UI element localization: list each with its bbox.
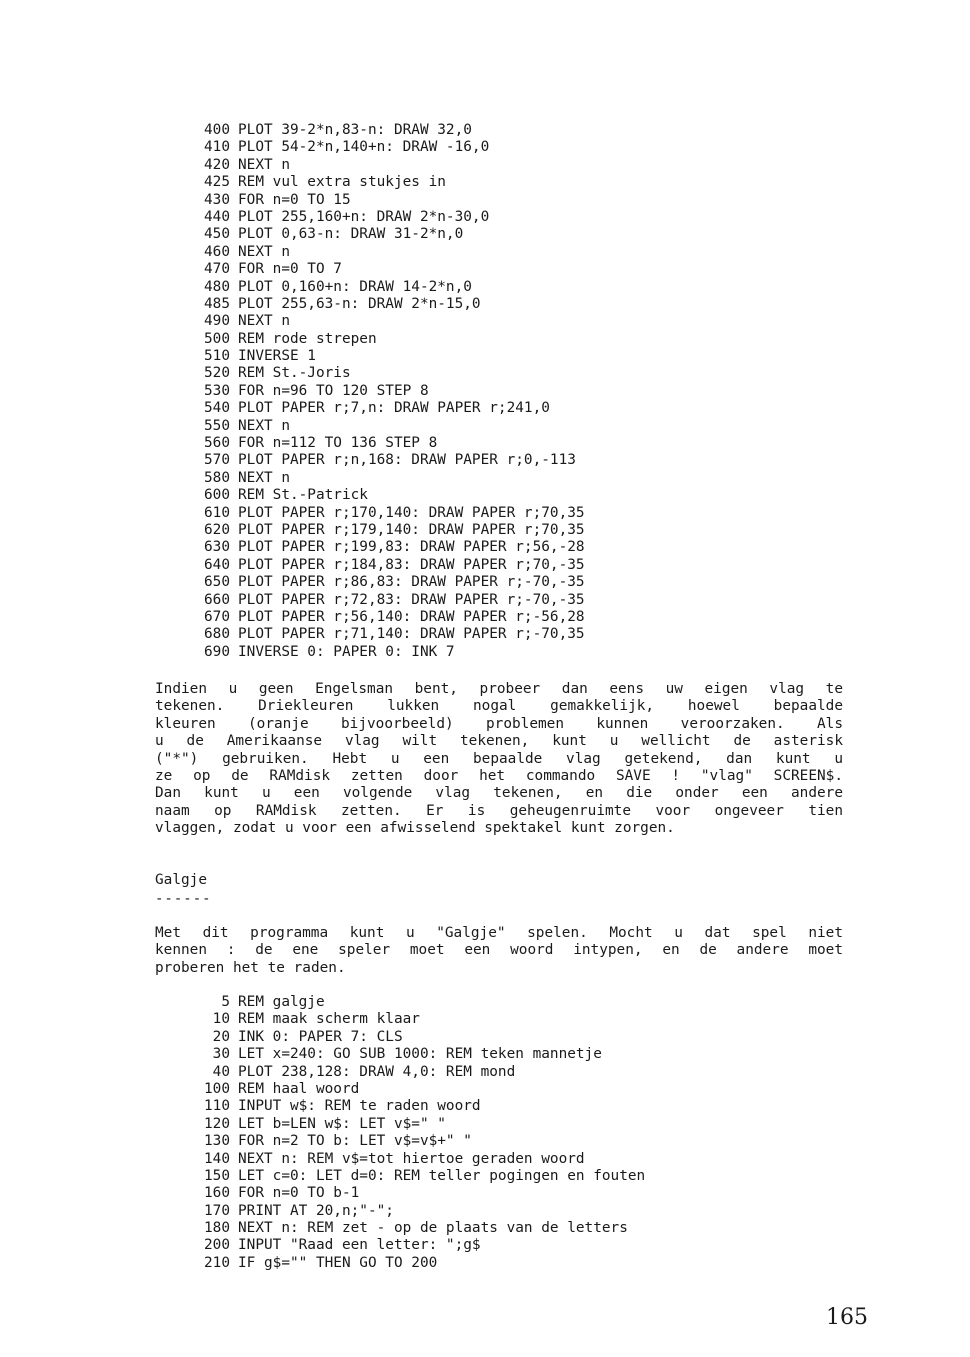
line-number: 440 (204, 208, 230, 225)
code-line (196, 400, 585, 417)
code-statement: PLOT PAPER r;71,140: DRAW PAPER r;-70,35 (238, 626, 585, 643)
code-line (196, 1029, 645, 1046)
code-statement: PLOT PAPER r;86,83: DRAW PAPER r;-70,-35 (238, 574, 585, 591)
code-line (196, 1203, 645, 1220)
code-line (196, 1116, 645, 1133)
code-line (196, 244, 585, 261)
line-number: 425 (204, 174, 230, 191)
code-statement: INVERSE 0: PAPER 0: INK 7 (238, 643, 455, 660)
code-statement: NEXT n (238, 243, 290, 260)
code-statement: PLOT 0,63-n: DRAW 31-2*n,0 (238, 226, 464, 243)
line-number: 660 (204, 591, 230, 608)
code-statement: PLOT PAPER r;72,83: DRAW PAPER r;-70,-35 (238, 591, 585, 608)
text-line: naam op RAMdisk zetten. Er is geheugenruimte voor ongeveer tien (155, 802, 843, 819)
code-statement: PLOT 0,160+n: DRAW 14-2*n,0 (238, 278, 472, 295)
code-line (196, 1237, 645, 1254)
code-line (196, 157, 585, 174)
code-statement: PLOT PAPER r;184,83: DRAW PAPER r;70,-35 (238, 556, 585, 573)
code-statement: PLOT 255,63-n: DRAW 2*n-15,0 (238, 295, 481, 312)
code-line (196, 1255, 645, 1272)
text-line: u de Amerikaanse vlag wilt tekenen, kunt u wellicht de asterisk (155, 733, 843, 750)
code-statement: PLOT PAPER r;199,83: DRAW PAPER r;56,-28 (238, 539, 585, 556)
line-number: 100 (204, 1080, 230, 1097)
line-number: 10 (212, 1011, 230, 1028)
text-line: kennen : de ene speler moet een woord intypen, en de andere moet (155, 942, 843, 959)
paragraph-own-flag (155, 681, 843, 838)
line-number: 550 (204, 417, 230, 434)
code-line (196, 487, 585, 504)
code-statement: PLOT PAPER r;56,140: DRAW PAPER r;-56,28 (238, 608, 585, 625)
line-number: 200 (204, 1237, 230, 1254)
code-line (196, 1133, 645, 1150)
code-statement: FOR n=96 TO 120 STEP 8 (238, 382, 429, 399)
code-statement: PRINT AT 20,n;"-"; (238, 1202, 394, 1219)
line-number: 485 (204, 295, 230, 312)
code-statement: REM rode strepen (238, 330, 377, 347)
code-statement: FOR n=2 TO b: LET v$=v$+" " (238, 1133, 472, 1150)
line-number: 530 (204, 382, 230, 399)
code-line (196, 626, 585, 643)
line-number: 480 (204, 278, 230, 295)
code-statement: IF g$="" THEN GO TO 200 (238, 1254, 438, 1271)
code-line (196, 994, 645, 1011)
code-line (196, 192, 585, 209)
code-statement: PLOT 54-2*n,140+n: DRAW -16,0 (238, 139, 490, 156)
code-line (196, 1185, 645, 1202)
line-number: 600 (204, 487, 230, 504)
code-statement: PLOT PAPER r;7,n: DRAW PAPER r;241,0 (238, 400, 550, 417)
code-statement: NEXT n (238, 417, 290, 434)
code-statement: REM galgje (238, 994, 325, 1010)
code-statement: PLOT PAPER r;n,168: DRAW PAPER r;0,-113 (238, 452, 576, 469)
line-number: 30 (212, 1046, 230, 1063)
line-number: 410 (204, 139, 230, 156)
text-line: ("*") gebruiken. Hebt u een bepaalde vlag getekend, dan kunt u (155, 750, 843, 767)
line-number: 170 (204, 1202, 230, 1219)
text-line: tekenen. Driekleuren lukken nogal gemakkelijk, hoewel bepaalde (155, 698, 843, 715)
text-line: Dan kunt u een volgende vlag tekenen, en die onder een andere (155, 785, 843, 802)
text-line: Met dit programma kunt u "Galgje" spelen. Mocht u dat spel niet (155, 925, 843, 941)
code-statement: LET c=0: LET d=0: REM teller pogingen en fouten (238, 1167, 646, 1184)
code-line (196, 209, 585, 226)
line-number: 450 (204, 226, 230, 243)
line-number: 610 (204, 504, 230, 521)
code-statement: NEXT n (238, 469, 290, 486)
code-statement: PLOT 255,160+n: DRAW 2*n-30,0 (238, 208, 490, 225)
code-statement: FOR n=0 TO 15 (238, 191, 351, 208)
code-statement: REM maak scherm klaar (238, 1011, 420, 1028)
code-line (196, 348, 585, 365)
line-number: 560 (204, 435, 230, 452)
code-statement: PLOT PAPER r;179,140: DRAW PAPER r;70,35 (238, 521, 585, 538)
code-line (196, 139, 585, 156)
code-statement: PLOT 238,128: DRAW 4,0: REM mond (238, 1063, 516, 1080)
line-number: 20 (212, 1028, 230, 1045)
code-statement: INPUT w$: REM te raden woord (238, 1098, 481, 1115)
line-number: 650 (204, 574, 230, 591)
code-line (196, 1220, 645, 1237)
line-number: 640 (204, 556, 230, 573)
program-listing-flags (196, 122, 585, 661)
line-number: 400 (204, 122, 230, 138)
code-line (196, 574, 585, 591)
line-number: 680 (204, 626, 230, 643)
line-number: 210 (204, 1254, 230, 1271)
code-statement: NEXT n (238, 156, 290, 173)
line-number: 570 (204, 452, 230, 469)
line-number: 180 (204, 1220, 230, 1237)
line-number: 470 (204, 261, 230, 278)
program-listing-galgje (196, 994, 645, 1272)
text-line: ze op de RAMdisk zetten door het commando SAVE ! "vlag" SCREEN$. (155, 768, 843, 785)
line-number: 510 (204, 348, 230, 365)
code-statement: PLOT 39-2*n,83-n: DRAW 32,0 (238, 122, 472, 138)
code-line (196, 644, 585, 661)
code-line (196, 592, 585, 609)
code-line (196, 1098, 645, 1115)
code-line (196, 452, 585, 469)
line-number: 490 (204, 313, 230, 330)
line-number: 130 (204, 1133, 230, 1150)
line-number: 160 (204, 1185, 230, 1202)
code-statement: FOR n=112 TO 136 STEP 8 (238, 435, 438, 452)
line-number: 140 (204, 1150, 230, 1167)
code-statement: INPUT "Raad een letter: ";g$ (238, 1237, 481, 1254)
code-line (196, 522, 585, 539)
line-number: 430 (204, 191, 230, 208)
code-line (196, 1168, 645, 1185)
code-statement: REM haal woord (238, 1080, 360, 1097)
section-heading-underline: ------ (155, 891, 212, 907)
code-line (196, 1064, 645, 1081)
code-line (196, 383, 585, 400)
code-line (196, 313, 585, 330)
text-line: vlaggen, zodat u voor een afwisselend spektakel kunt zorgen. (155, 820, 675, 837)
line-number: 5 (221, 994, 230, 1010)
code-line (196, 279, 585, 296)
line-number: 520 (204, 365, 230, 382)
line-number: 420 (204, 156, 230, 173)
code-statement: FOR n=0 TO 7 (238, 261, 342, 278)
line-number: 540 (204, 400, 230, 417)
code-statement: REM St.-Joris (238, 365, 351, 382)
text-line: kleuren (oranje bijvoorbeeld) problemen kunnen veroorzaken. Als (155, 715, 843, 732)
code-line (196, 365, 585, 382)
code-line (196, 470, 585, 487)
code-statement: NEXT n: REM zet - op de plaats van de letters (238, 1220, 628, 1237)
code-statement: NEXT n (238, 313, 290, 330)
line-number: 110 (204, 1098, 230, 1115)
line-number: 670 (204, 608, 230, 625)
line-number: 580 (204, 469, 230, 486)
code-line (196, 174, 585, 191)
code-line (196, 1081, 645, 1098)
code-line (196, 226, 585, 243)
text-line: Indien u geen Engelsman bent, probeer dan eens uw eigen vlag te (155, 681, 843, 697)
code-line (196, 418, 585, 435)
code-line (196, 505, 585, 522)
line-number: 690 (204, 643, 230, 660)
line-number: 120 (204, 1115, 230, 1132)
code-line (196, 1046, 645, 1063)
code-statement: NEXT n: REM v$=tot hiertoe geraden woord (238, 1150, 585, 1167)
code-line (196, 539, 585, 556)
code-statement: LET b=LEN w$: LET v$=" " (238, 1115, 446, 1132)
text-line: proberen het te raden. (155, 959, 346, 976)
code-line (196, 1011, 645, 1028)
code-line (196, 296, 585, 313)
code-statement: REM vul extra stukjes in (238, 174, 446, 191)
line-number: 40 (212, 1063, 230, 1080)
code-statement: INK 0: PAPER 7: CLS (238, 1028, 403, 1045)
code-line (196, 609, 585, 626)
page-number: 165 (826, 1305, 868, 1330)
line-number: 630 (204, 539, 230, 556)
code-line (196, 557, 585, 574)
code-statement: INVERSE 1 (238, 348, 316, 365)
code-line (196, 1151, 645, 1168)
code-line (196, 331, 585, 348)
code-statement: PLOT PAPER r;170,140: DRAW PAPER r;70,35 (238, 504, 585, 521)
paragraph-galgje-intro (155, 925, 843, 977)
code-statement: FOR n=0 TO b-1 (238, 1185, 360, 1202)
line-number: 500 (204, 330, 230, 347)
line-number: 150 (204, 1167, 230, 1184)
line-number: 460 (204, 243, 230, 260)
section-heading: Galgje (155, 872, 207, 888)
code-line (196, 435, 585, 452)
code-statement: REM St.-Patrick (238, 487, 368, 504)
code-line (196, 261, 585, 278)
line-number: 620 (204, 521, 230, 538)
code-statement: LET x=240: GO SUB 1000: REM teken mannetje (238, 1046, 602, 1063)
code-line (196, 122, 585, 139)
